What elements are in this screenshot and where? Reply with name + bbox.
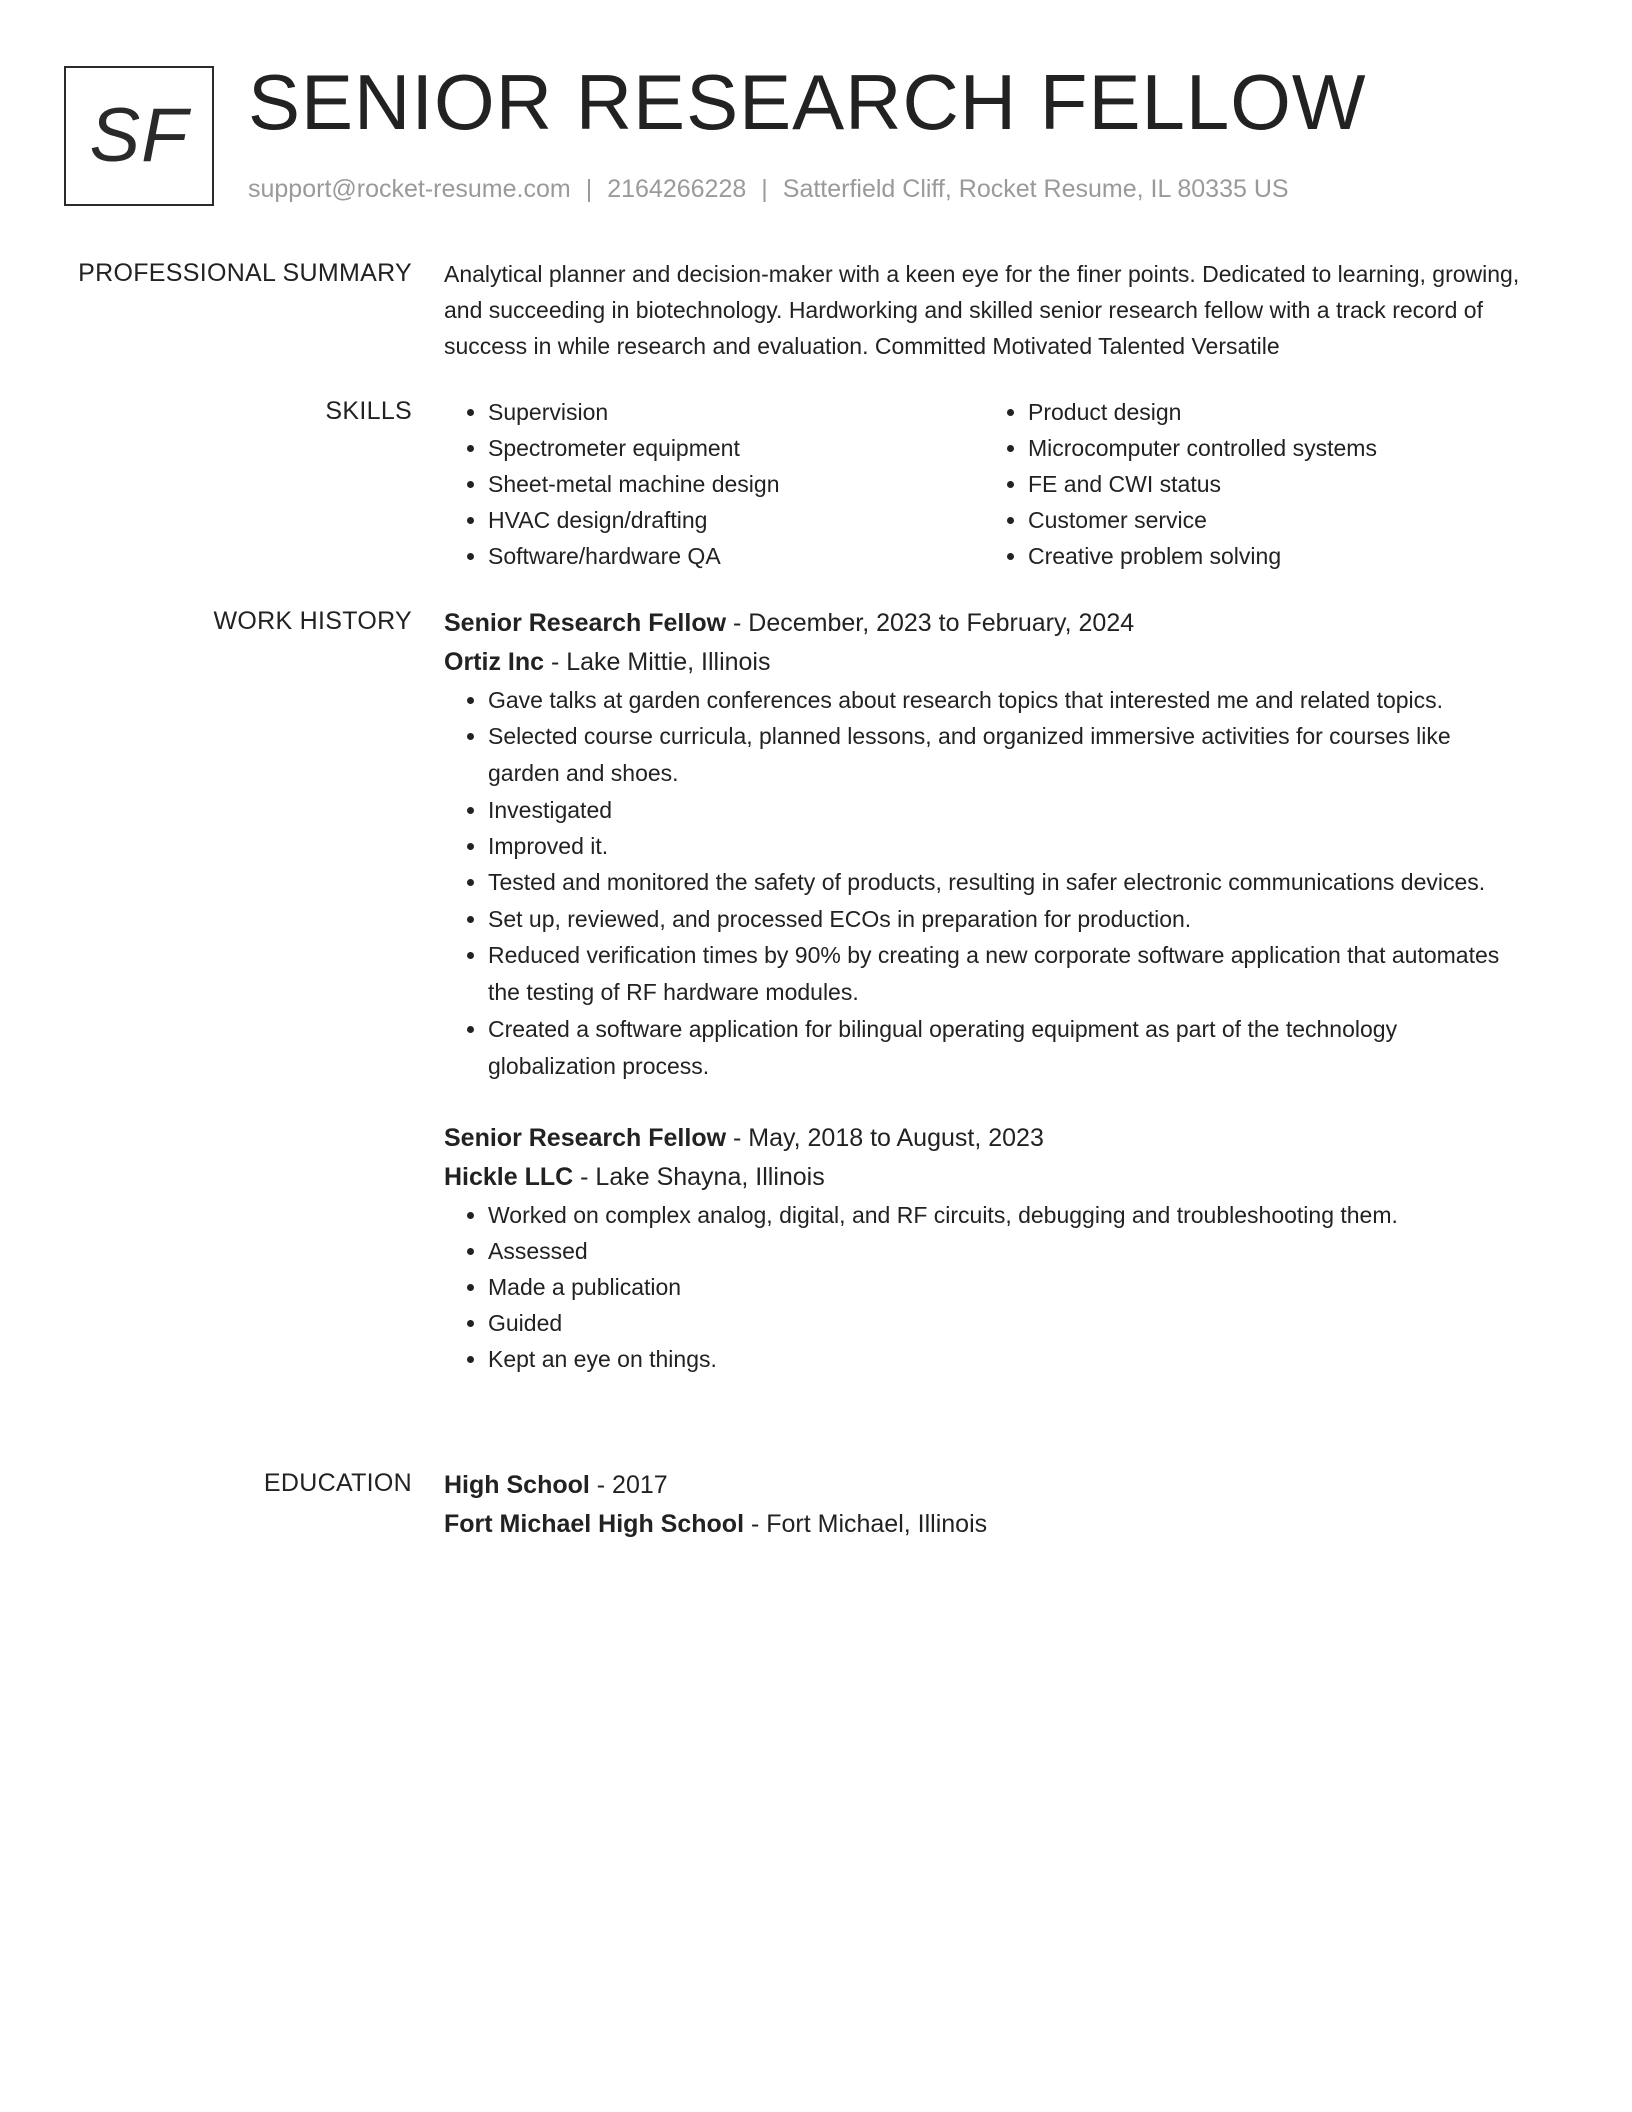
- education-degree: High School: [444, 1471, 590, 1499]
- job-bullet: • Gave talks at garden conferences about research topics that interested me and related topics.: [488, 682, 1524, 718]
- education-body: [444, 1466, 1524, 1544]
- education-location: - Fort Michael, Illinois: [744, 1510, 988, 1538]
- education-degree-line: [444, 1466, 1524, 1505]
- contact-address: Satterfield Cliff, Rocket Resume, IL 80335 US: [782, 175, 1289, 203]
- work-history-body: [444, 604, 1524, 1377]
- job-role: Senior Research Fellow: [444, 609, 727, 637]
- monogram-initials: SF: [89, 93, 189, 178]
- education-school: Fort Michael High School: [444, 1510, 745, 1538]
- job-bullet: • Worked on complex analog, digital, and RF circuits, debugging and troubleshooting them.: [488, 1197, 1524, 1233]
- summary-body: [444, 256, 1524, 364]
- job-role-line: [444, 1119, 1524, 1158]
- skill-item: • Product design: [1028, 394, 1524, 430]
- skills-body: [444, 394, 1524, 574]
- skill-item: • Sheet-metal machine design: [488, 466, 984, 502]
- summary-text: Analytical planner and decision-maker with a keen eye for the finer points. Dedicated to learning, growing, and succeeding in biotechnology. Hardworking and skilled senior research fellow with a track record of success in while research and evaluation. Committed Motivated Talented Versatile: [444, 261, 1520, 359]
- job-entry: [444, 604, 1524, 1085]
- skill-item: • Software/hardware QA: [488, 538, 984, 574]
- job-bullet: • Guided: [488, 1305, 1524, 1341]
- education-title: EDUCATION: [263, 1469, 412, 1497]
- job-role-line: [444, 604, 1524, 643]
- job-location: - Lake Mittie, Illinois: [544, 648, 771, 676]
- skill-item: • Spectrometer equipment: [488, 430, 984, 466]
- contact-email: support@rocket-resume.com: [248, 175, 571, 203]
- job-company-line: [444, 1158, 1524, 1197]
- job-bullet: • Selected course curricula, planned lessons, and organized immersive activities for courses like garden and shoes.: [488, 718, 1524, 792]
- job-dates: - December, 2023 to February, 2024: [726, 609, 1135, 637]
- job-bullet: • Tested and monitored the safety of products, resulting in safer electronic communications devices.: [488, 864, 1524, 901]
- job-bullet: • Created a software application for bilingual operating equipment as part of the technology globalization process.: [488, 1011, 1524, 1085]
- resume-name-title: SENIOR RESEARCH FELLOW: [248, 58, 1367, 146]
- skills-title: SKILLS: [325, 397, 412, 425]
- skills-column-right: [984, 394, 1524, 574]
- job-company: Ortiz Inc: [444, 648, 545, 676]
- monogram-box: [64, 66, 214, 206]
- job-bullet-list: [444, 1197, 1524, 1377]
- skill-item: • Microcomputer controlled systems: [1028, 430, 1524, 466]
- job-role: Senior Research Fellow: [444, 1124, 727, 1152]
- summary-title: PROFESSIONAL SUMMARY: [78, 259, 412, 287]
- skill-item: • Customer service: [1028, 502, 1524, 538]
- skill-item: • Supervision: [488, 394, 984, 430]
- job-bullet: • Improved it.: [488, 828, 1524, 864]
- job-bullet: • Kept an eye on things.: [488, 1341, 1524, 1377]
- contact-phone: 2164266228: [607, 175, 747, 203]
- job-bullet: • Set up, reviewed, and processed ECOs in preparation for production.: [488, 901, 1524, 937]
- skills-column-left: [444, 394, 984, 574]
- contact-separator: |: [585, 175, 593, 203]
- job-bullet: • Made a publication: [488, 1269, 1524, 1305]
- job-dates: - May, 2018 to August, 2023: [726, 1124, 1044, 1152]
- education-year: - 2017: [589, 1471, 668, 1499]
- job-bullet: • Reduced verification times by 90% by creating a new corporate software application that automates the testing of RF hardware modules.: [488, 937, 1524, 1011]
- job-bullet-list: [444, 682, 1524, 1085]
- job-bullet: • Investigated: [488, 792, 1524, 828]
- job-company: Hickle LLC: [444, 1163, 574, 1191]
- work-history-title: WORK HISTORY: [213, 607, 412, 635]
- skill-item: • Creative problem solving: [1028, 538, 1524, 574]
- skill-item: • HVAC design/drafting: [488, 502, 984, 538]
- contact-separator: |: [761, 175, 768, 203]
- job-location: - Lake Shayna, Illinois: [573, 1163, 825, 1191]
- job-bullet: • Assessed: [488, 1233, 1524, 1269]
- contact-line: [248, 172, 1289, 206]
- job-company-line: [444, 643, 1524, 682]
- job-entry: [444, 1119, 1524, 1377]
- education-school-line: [444, 1505, 1524, 1544]
- skill-item: • FE and CWI status: [1028, 466, 1524, 502]
